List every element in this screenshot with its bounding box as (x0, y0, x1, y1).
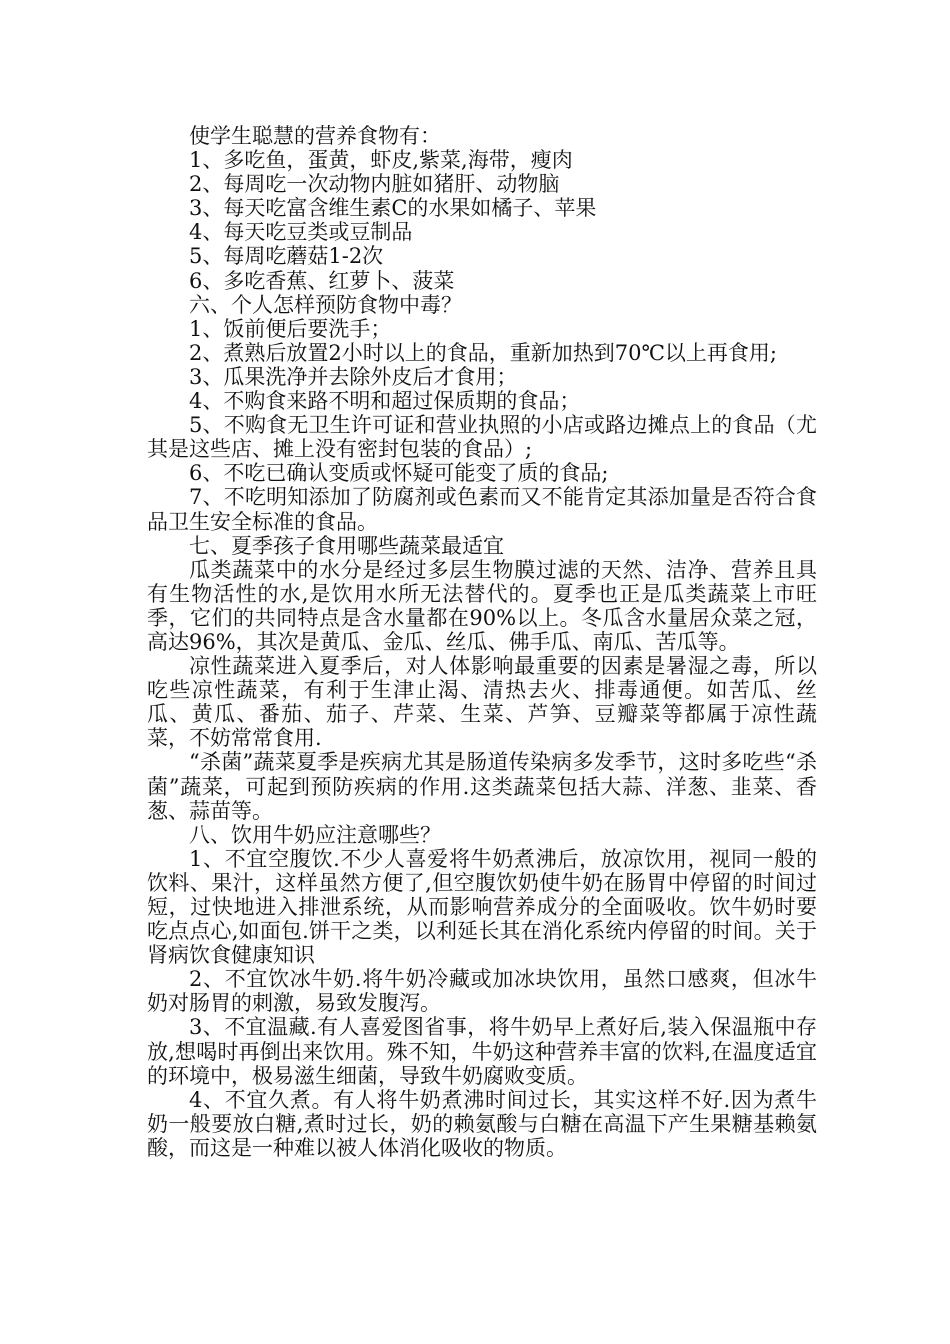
list-item: 5、每周吃蘑菇1-2次 (189, 244, 384, 269)
list-item: 2、煮熟后放置2小时以上的食品，重新加热到70℃以上再食用; (189, 340, 778, 365)
body-paragraph: 瓜类蔬菜中的水分是经过多层生物膜过滤的天然、洁净、营养且具有生物活性的水,是饮用水所无法替代的。夏季也正是瓜类蔬菜上市旺季，它们的共同特点是含水量都在90%以上。冬瓜含水量居众菜之冠，高达96%，其次是黄瓜、金瓜、丝瓜、佛手瓜、南瓜、苦瓜等。 (147, 557, 817, 654)
list-item: 6、不吃已确认变质或怀疑可能变了质的食品; (189, 461, 609, 486)
list-item: 6、多吃香蕉、红萝卜、菠菜 (189, 268, 455, 293)
list-item: 3、每天吃富含维生素C的水果如橘子、苹果 (189, 196, 597, 221)
list-item: 7、不吃明知添加了防腐剂或色素而又不能肯定其添加量是否符合食品卫生安全标准的食品。 (147, 485, 817, 534)
body-paragraph: “杀菌”蔬菜夏季是疾病尤其是肠道传染病多发季节，这时多吃些“杀菌”蔬菜，可起到预防疾病的作用.这类蔬菜包括大蒜、洋葱、韭菜、香葱、蒜苗等。 (147, 750, 817, 823)
section-heading-6: 六、个人怎样预防食物中毒？ (189, 292, 462, 317)
intro-heading: 使学生聪慧的营养食物有： (189, 124, 441, 148)
body-paragraph: 4、不宜久煮。有人将牛奶煮沸时间过长，其实这样不好.因为煮牛奶一般要放白糖,煮时过长，奶的赖氨酸与白糖在高温下产生果糖基赖氨酸，而这是一种难以被人体消化吸收的物质。 (147, 1087, 817, 1160)
list-item: 1、多吃鱼，蛋黄，虾皮,紫菜,海带，瘦肉 (189, 148, 573, 173)
document-page (147, 124, 817, 1160)
body-paragraph: 2、不宜饮冰牛奶.将牛奶冷藏或加冰块饮用，虽然口感爽，但冰牛奶对肠胃的刺激，易致发腹泻。 (147, 967, 817, 1016)
list-item: 3、瓜果洗净并去除外皮后才食用； (189, 364, 518, 389)
list-item: 4、每天吃豆类或豆制品 (189, 220, 413, 245)
body-paragraph: 1、不宜空腹饮.不少人喜爱将牛奶煮沸后，放凉饮用，视同一般的饮料、果汁，这样虽然方便了,但空腹饮奶使牛奶在肠胃中停留的时间过短，过快地进入排泄系统，从而影响营养成分的全面吸收。饮牛奶时要吃点点心,如面包.饼干之类，以利延长其在消化系统内停留的时间。关于肾病饮食健康知识 (147, 846, 817, 968)
body-paragraph: 凉性蔬菜进入夏季后，对人体影响最重要的因素是暑湿之毒，所以吃些凉性蔬菜，有利于生津止渴、清热去火、排毒通便。如苦瓜、丝瓜、黄瓜、番茄、茄子、芹菜、生菜、芦笋、豆瓣菜等都属于凉性蔬菜，不妨常常食用. (147, 654, 817, 751)
list-item: 4、不购食来路不明和超过保质期的食品； (189, 389, 581, 414)
body-paragraph: 3、不宜温藏.有人喜爱图省事，将牛奶早上煮好后,装入保温瓶中存放,想喝时再倒出来饮用。殊不知，牛奶这种营养丰富的饮料,在温度适宜的环境中，极易滋生细菌，导致牛奶腐败变质。 (147, 1015, 817, 1088)
list-item: 1、饭前便后要洗手； (189, 316, 392, 341)
list-item: 2、每周吃一次动物内脏如猪肝、动物脑 (189, 172, 560, 197)
section-heading-8: 八、饮用牛奶应注意哪些？ (189, 822, 441, 847)
list-item: 5、不购食无卫生许可证和营业执照的小店或路边摊点上的食品（尤其是这些店、摊上没有密封包装的食品）; (147, 413, 817, 462)
section-heading-7: 七、夏季孩子食用哪些蔬菜最适宜 (189, 533, 504, 558)
